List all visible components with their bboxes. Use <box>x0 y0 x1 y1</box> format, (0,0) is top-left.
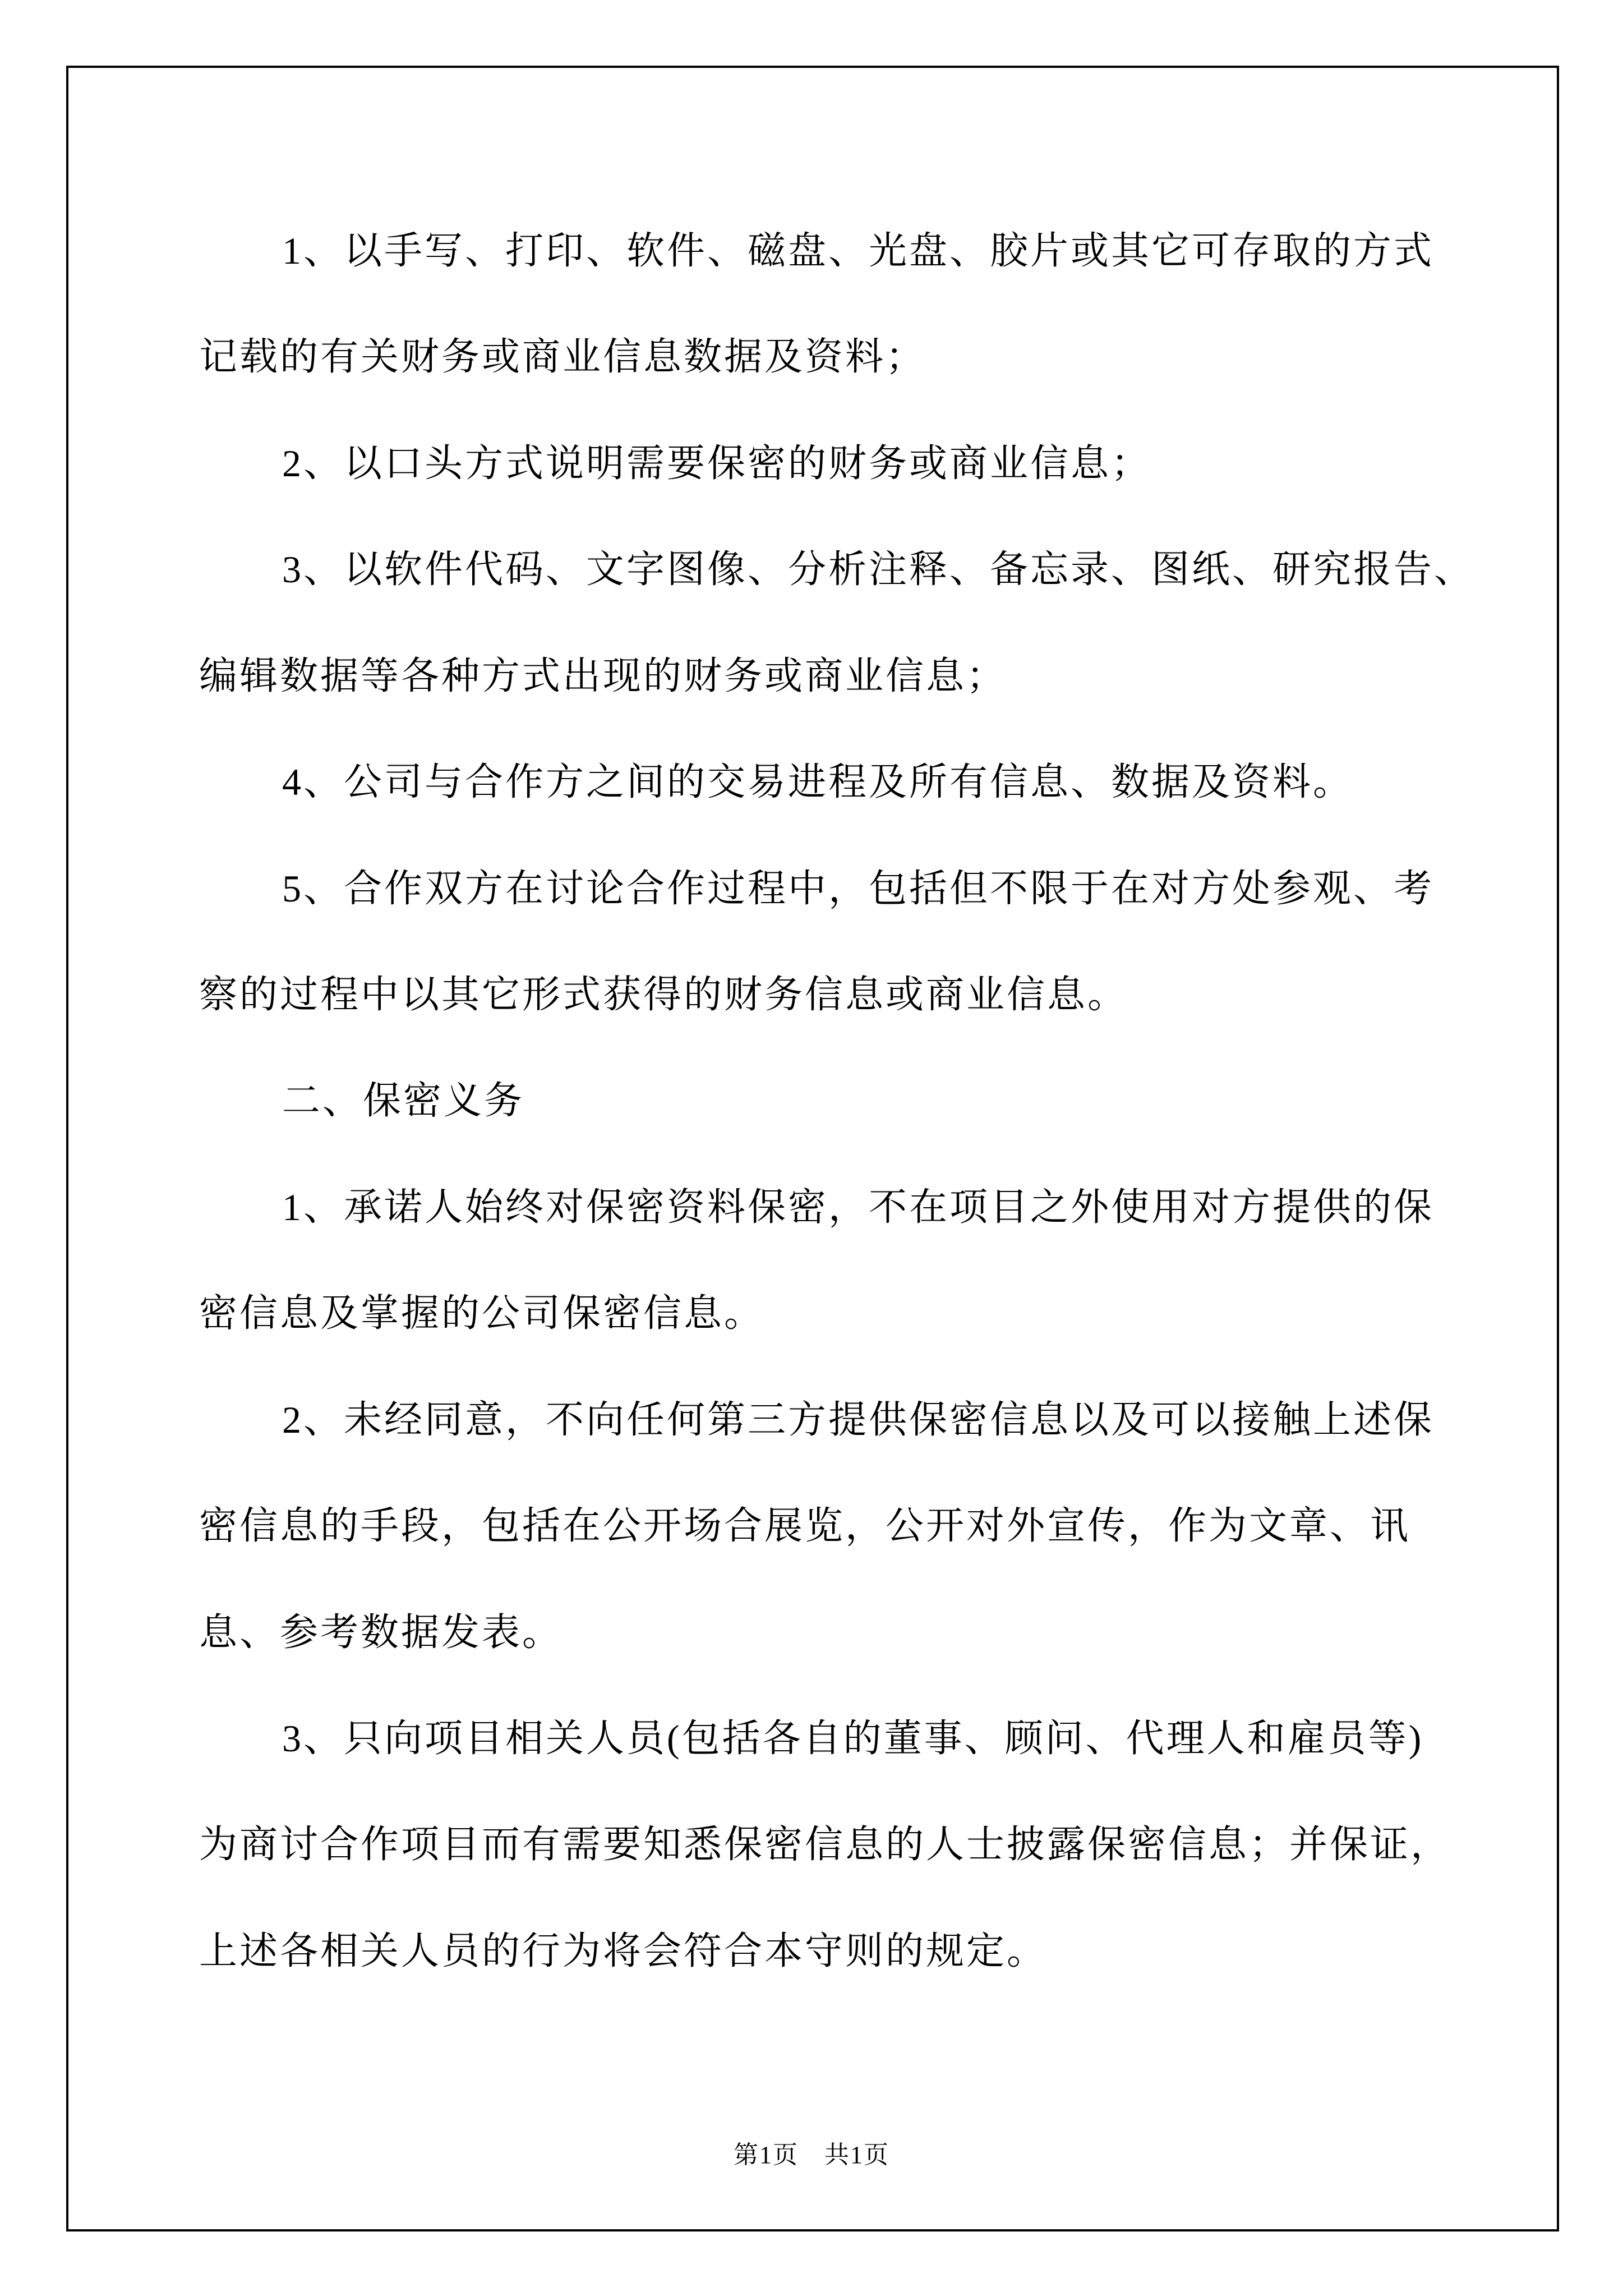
paragraph-line: 编辑数据等各种方式出现的财务或商业信息； <box>199 655 1007 697</box>
paragraph-line: 5、合作双方在讨论合作过程中，包括但不限于在对方处参观、考 <box>282 867 1435 910</box>
paragraph-line: 察的过程中以其它形式获得的财务信息或商业信息。 <box>199 973 1128 1016</box>
paragraph-line: 1、承诺人始终对保密资料保密，不在项目之外使用对方提供的保 <box>282 1186 1435 1228</box>
page-number-footer: 第1页 共1页 <box>734 2141 889 2169</box>
paragraph-line: 记载的有关财务或商业信息数据及资料； <box>199 335 926 378</box>
paragraph-line: 2、未经同意，不向任何第三方提供保密信息以及可以接触上述保 <box>282 1398 1435 1441</box>
paragraph-line: 密信息及掌握的公司保密信息。 <box>199 1292 765 1335</box>
paragraph-line: 上述各相关人员的行为将会符合本守则的规定。 <box>199 1930 1048 1972</box>
paragraph-line: 密信息的手段，包括在公开场合展览，公开对外宣传，作为文章、讯 <box>199 1504 1411 1547</box>
page-border <box>66 66 1559 2231</box>
paragraph-line: 息、参考数据发表。 <box>199 1611 563 1654</box>
section-heading: 二、保密义务 <box>282 1079 525 1122</box>
paragraph-line: 2、以口头方式说明需要保密的财务或商业信息； <box>282 442 1152 485</box>
paragraph-line: 3、只向项目相关人员(包括各自的董事、顾问、代理人和雇员等) <box>282 1717 1424 1760</box>
paragraph-line: 3、以软件代码、文字图像、分析注释、备忘录、图纸、研究报告、 <box>282 548 1475 591</box>
paragraph-line: 1、以手写、打印、软件、磁盘、光盘、胶片或其它可存取的方式 <box>282 229 1435 272</box>
paragraph-line: 4、公司与合作方之间的交易进程及所有信息、数据及资料。 <box>282 761 1354 803</box>
paragraph-line: 为商讨合作项目而有需要知悉保密信息的人士披露保密信息；并保证， <box>199 1823 1451 1866</box>
